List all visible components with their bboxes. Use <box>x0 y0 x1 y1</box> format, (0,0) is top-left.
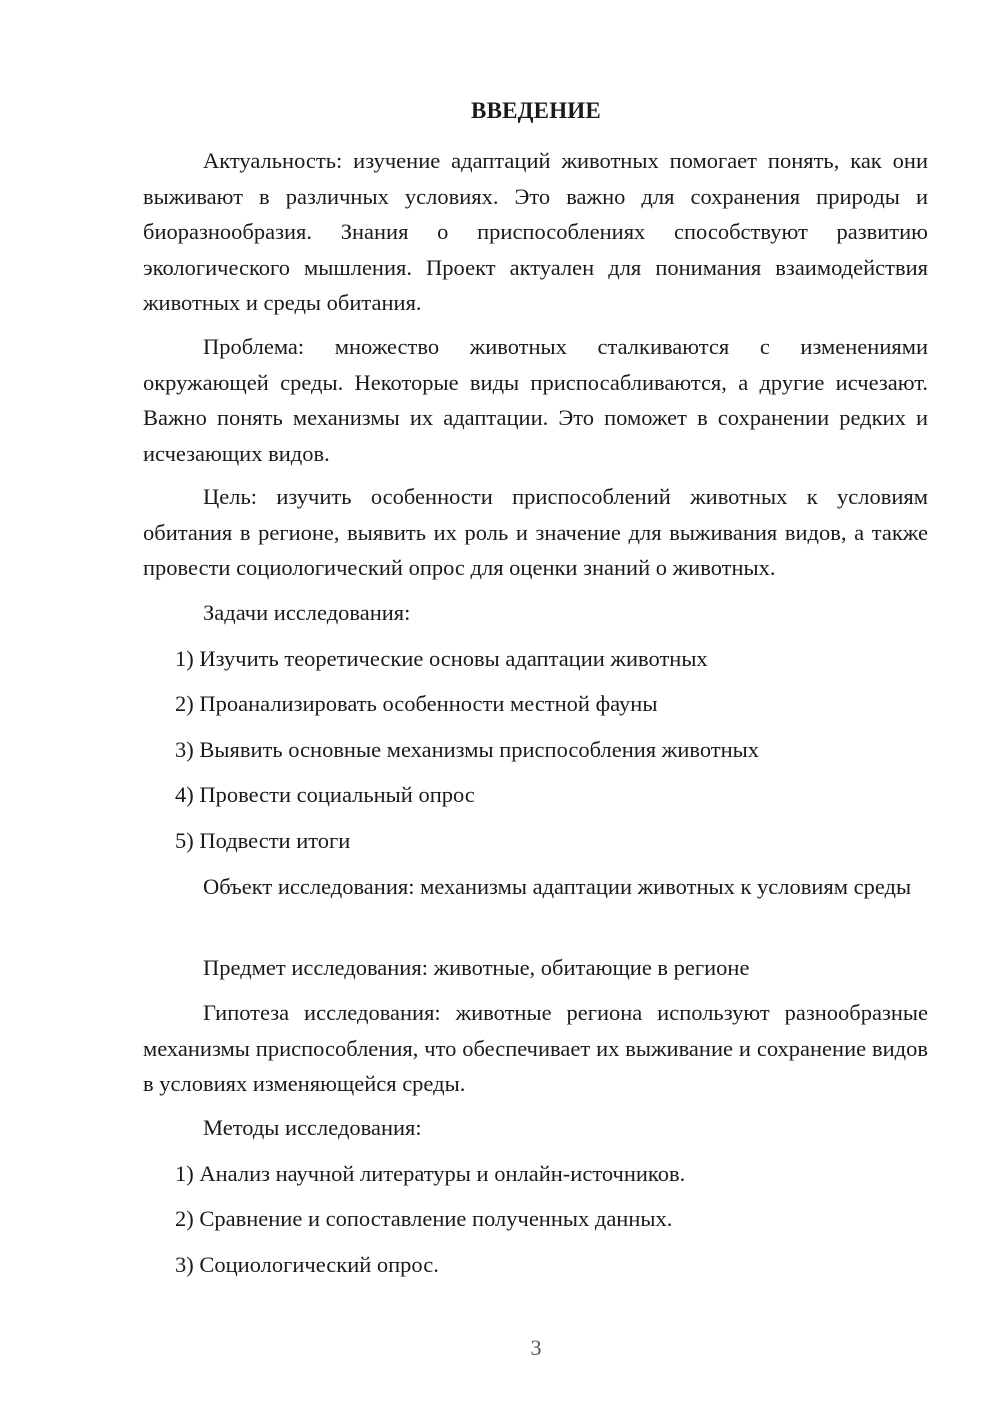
object-paragraph: Объект исследования: механизмы адаптации животных к условиям среды <box>203 874 912 899</box>
subject-paragraph: Предмет исследования: животные, обитающие в регионе <box>203 955 750 980</box>
task-item: 2) Проанализировать особенности местной фауны <box>175 691 658 716</box>
tasks-heading: Задачи исследования: <box>203 600 411 625</box>
hypothesis-paragraph: Гипотеза исследования: животные региона используют разнообразные механизмы приспособления, что обеспечивает их выживание и сохранение видов в условиях изменяющейся среды. <box>143 1000 928 1097</box>
method-item: 1) Анализ научной литературы и онлайн-источников. <box>175 1161 686 1186</box>
problem-paragraph: Проблема: множество животных сталкиваются с изменениями окружающей среды. Некоторые виды приспосабливаются, а другие исчезают. Важно понять механизмы их адаптации. Это поможет в сохранении редких и исчезающих видов. <box>143 334 928 466</box>
method-item: 3) Социологический опрос. <box>175 1252 439 1277</box>
task-item: 1) Изучить теоретические основы адаптации животных <box>175 646 708 671</box>
goal-paragraph: Цель: изучить особенности приспособлений животных к условиям обитания в регионе, выявить их роль и значение для выживания видов, а также провести социологический опрос для оценки знаний о животных. <box>143 484 928 581</box>
page-number: 3 <box>530 1335 542 1360</box>
method-item: 2) Сравнение и сопоставление полученных данных. <box>175 1206 673 1231</box>
relevance-paragraph: Актуальность: изучение адаптаций животных помогает понять, как они выживают в различных условиях. Это важно для сохранения природы и биоразнообразия. Знания о приспособлениях способствуют развитию экологического мышления. Проект актуален для понимания взаимодействия животных и среды обитания. <box>143 148 928 316</box>
task-item: 4) Провести социальный опрос <box>175 782 475 807</box>
task-item: 5) Подвести итоги <box>175 828 351 853</box>
task-item: 3) Выявить основные механизмы приспособления животных <box>175 737 760 762</box>
section-title: ВВЕДЕНИЕ <box>471 98 601 123</box>
methods-heading: Методы исследования: <box>203 1115 422 1140</box>
